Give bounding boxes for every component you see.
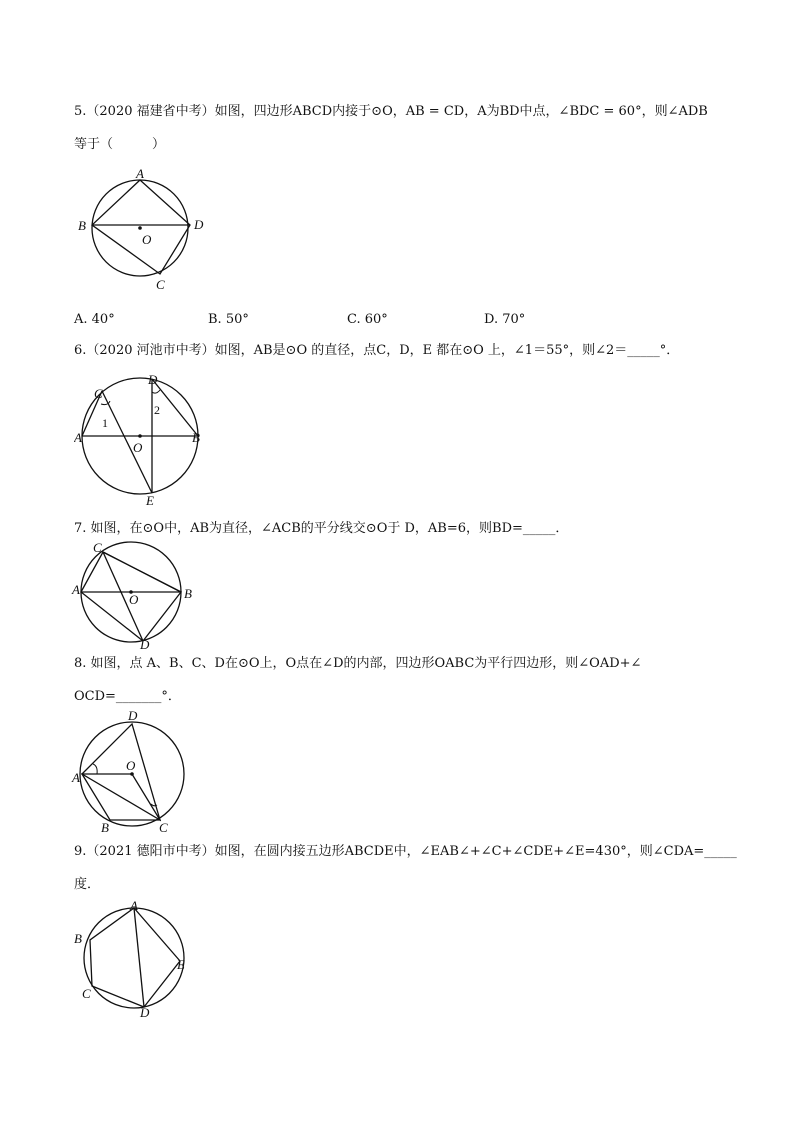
q8-label-d: D [128, 708, 138, 723]
q5-stem-line2: 等于（ ） [74, 137, 166, 152]
q5-option-a[interactable]: A. 40° [74, 312, 115, 327]
q6-label-e: E [146, 493, 154, 508]
q5-label-b: B [78, 218, 86, 233]
q9-label-c: C [82, 986, 91, 1001]
q8-label-c: C [159, 820, 168, 835]
q7-label-a: A [72, 582, 80, 597]
q9-stem-line1: 9.（2021 德阳市中考）如图，在圆内接五边形ABCDE中，∠EAB∠+∠C+∠CDE+∠E=430°，则∠CDA=_____ [74, 844, 737, 859]
q5-stem-line1: 5.（2020 福建省中考）如图，四边形ABCD内接于⊙O，AB = CD，A为BD中点，∠BDC = 60°，则∠ADB [74, 104, 708, 119]
q9-stem-line2: 度． [74, 877, 101, 892]
q7-label-d: D [140, 637, 150, 652]
q6-label-o: O [133, 440, 143, 455]
q6-label-a: A [74, 430, 82, 445]
q8-label-o: O [126, 758, 136, 773]
q6-label-angle1: 1 [102, 416, 108, 430]
q6-label-b: B [192, 430, 200, 445]
q5-label-a: A [136, 166, 144, 181]
q5-label-o: O [142, 232, 152, 247]
q9-label-d: D [140, 1005, 150, 1020]
q6-label-d: D [148, 372, 158, 387]
q6-label-c: C [94, 386, 103, 401]
q5-options [74, 312, 594, 330]
q7-label-b: B [184, 586, 192, 601]
q7-stem: 7. 如图，在⊙O中，AB为直径，∠ACB的平分线交⊙O于 D，AB=6，则BD=_____． [74, 521, 569, 536]
q5-figure [74, 162, 214, 306]
q5-option-c[interactable]: C. 60° [347, 312, 388, 327]
q6-label-angle2: 2 [154, 403, 160, 417]
q8-figure [70, 706, 200, 840]
q9-label-e: E [177, 957, 185, 972]
q7-figure [68, 540, 196, 656]
q5-label-c: C [156, 277, 165, 292]
q8-label-a: A [72, 770, 80, 785]
q9-label-a: A [130, 898, 138, 913]
q8-stem-line1: 8. 如图，点 A、B、C、D在⊙O上，O点在∠D的内部，四边形OABC为平行四边形，则∠OAD+∠ [74, 656, 642, 671]
q9-label-b: B [74, 931, 82, 946]
q5-option-d[interactable]: D. 70° [484, 312, 526, 327]
q8-label-b: B [101, 820, 109, 835]
q6-stem: 6.（2020 河池市中考）如图，AB是⊙O 的直径，点C，D，E 都在⊙O 上，∠1＝55°，则∠2＝_____°． [74, 343, 680, 358]
q7-label-o: O [129, 592, 139, 607]
q5-option-b[interactable]: B. 50° [208, 312, 249, 327]
q5-label-d: D [194, 217, 204, 232]
q7-label-c: C [93, 540, 102, 555]
q9-figure [72, 896, 202, 1030]
q8-stem-line2: OCD=_______°． [74, 689, 181, 704]
q6-figure [74, 370, 214, 514]
